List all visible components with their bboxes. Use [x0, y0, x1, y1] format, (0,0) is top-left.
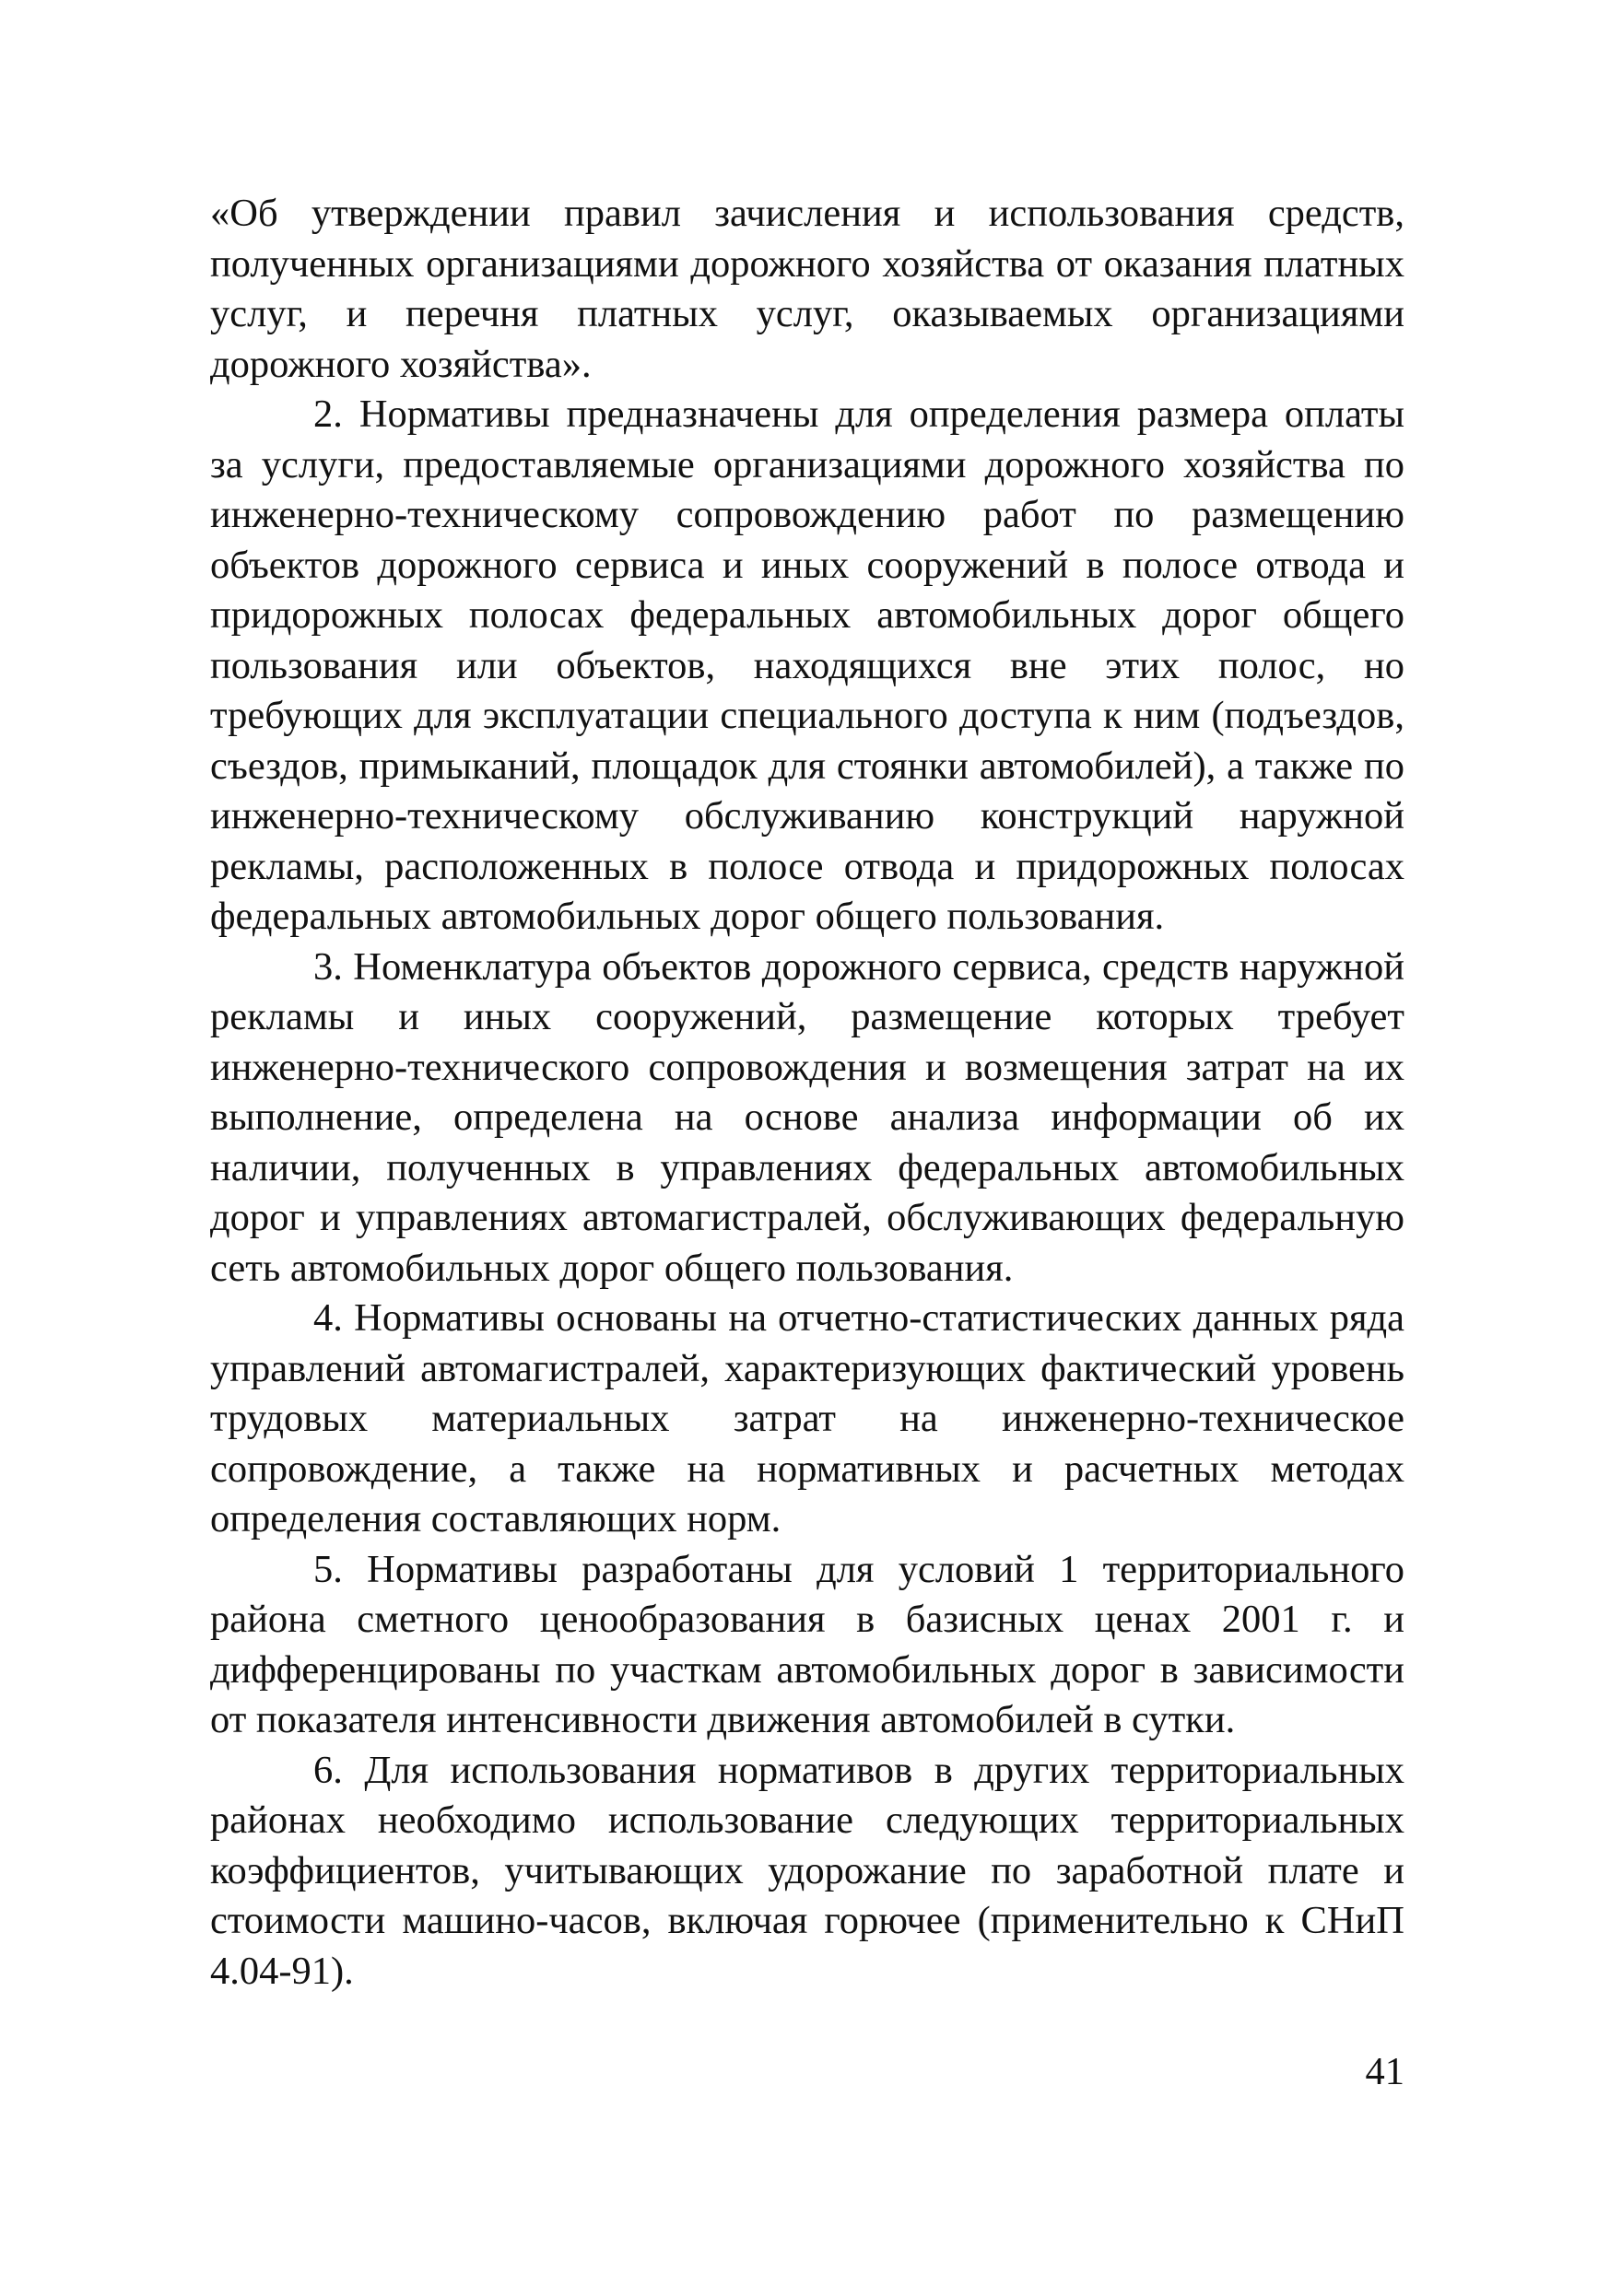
paragraph-2: 2. Нормативы предназначены для определения размера оплаты за услуги, предоставляемые организациями дорожного хозяйства по инженерно-техническому сопровождению работ по размещению объектов дорожного сервиса и иных сооружений в полосе отвода и придорожных полосах федеральных автомобильных дорог общего пользования или объектов, находящихся вне этих полос, но требующих для эксплуатации специального доступа к ним (подъездов, съездов, примыканий, площадок для стоянки автомобилей), а также по инженерно-техническому обслуживанию конструкций наружной рекламы, расположенных в полосе отвода и придорожных полосах федеральных автомобильных дорог общего пользования.: [210, 392, 1404, 938]
paragraph-6: 6. Для использования нормативов в других территориальных районах необходимо использование следующих территориальных коэффициентов, учитывающих удорожание по заработной плате и стоимости машино-часов, включая горючее (применительно к СНиП 4.04-91).: [210, 1748, 1404, 1993]
paragraph-5: 5. Нормативы разработаны для условий 1 территориального района сметного ценообразования в базисных ценах 2001 г. и дифференцированы по участкам автомобильных дорог в зависимости от показателя интенсивности движения автомобилей в сутки.: [210, 1547, 1404, 1741]
paragraph-3: 3. Номенклатура объектов дорожного сервиса, средств наружной рекламы и иных сооружений, размещение которых требует инженерно-технического сопровождения и возмещения затрат на их выполнение, определена на основе анализа информации об их наличии, полученных в управлениях федеральных автомобильных дорог и управлениях автомагистралей, обслуживающих федеральную сеть автомобильных дорог общего пользования.: [210, 944, 1404, 1290]
document-body: [210, 189, 1404, 1997]
paragraph-continuation: «Об утверждении правил зачисления и использования средств, полученных организациями дорожного хозяйства от оказания платных услуг, и перечня платных услуг, оказываемых организациями дорожного хозяйства».: [210, 192, 1404, 386]
page-number: 41: [1365, 2050, 1404, 2093]
paragraph-4: 4. Нормативы основаны на отчетно-статистических данных ряда управлений автомагистралей, характеризующих фактический уровень трудовых материальных затрат на инженерно-техническое сопровождение, а также на нормативных и расчетных методах определения составляющих норм.: [210, 1296, 1404, 1540]
